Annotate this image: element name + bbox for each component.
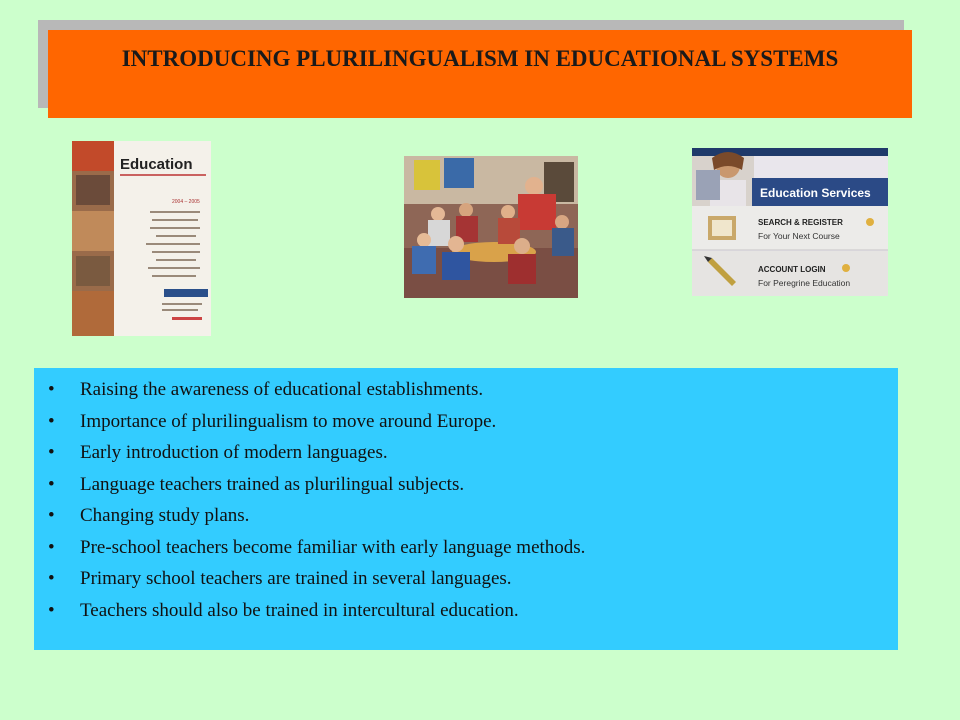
bullet-icon: • (48, 473, 55, 495)
search-register-sub: For Your Next Course (758, 231, 840, 241)
services-heading: Education Services (760, 186, 871, 200)
slide-title: INTRODUCING PLURILINGUALISM IN EDUCATIONAL SYSTEMS (121, 46, 839, 71)
list-item: • Primary school teachers are trained in several languages. (34, 563, 898, 595)
bullet-icon: • (48, 505, 55, 526)
bullet-icon: • (48, 568, 55, 589)
list-item: • Language teachers trained as plurilingual subjects. (34, 469, 898, 501)
bullet-icon: • (48, 536, 55, 558)
list-item: • Pre-school teachers become familiar with early language methods. (34, 532, 898, 564)
list-item: • Early introduction of modern languages. (34, 437, 898, 469)
search-register-title: SEARCH & REGISTER (758, 218, 843, 227)
bullet-icon: • (48, 442, 55, 463)
brochure-heading: Education (120, 156, 193, 173)
bullet-icon: • (48, 599, 55, 621)
list-item: • Changing study plans. (34, 500, 898, 532)
bullet-icon: • (48, 379, 55, 400)
account-login-sub: For Peregrine Education (758, 278, 851, 288)
classroom-photo (404, 156, 578, 298)
title-box (48, 30, 912, 118)
list-item: • Teachers should also be trained in intercultural education. (34, 595, 898, 627)
account-login-title: ACCOUNT LOGIN (758, 265, 826, 274)
bullet-icon: • (48, 410, 55, 432)
bullet-list (34, 374, 898, 626)
list-item: • Raising the awareness of educational establishments. (34, 374, 898, 406)
education-brochure-image (72, 141, 211, 336)
list-item: • Importance of plurilingualism to move around Europe. (34, 406, 898, 438)
brochure-years: 2004 – 2005 (172, 199, 200, 205)
education-services-image (692, 148, 888, 296)
content-box (34, 368, 898, 650)
